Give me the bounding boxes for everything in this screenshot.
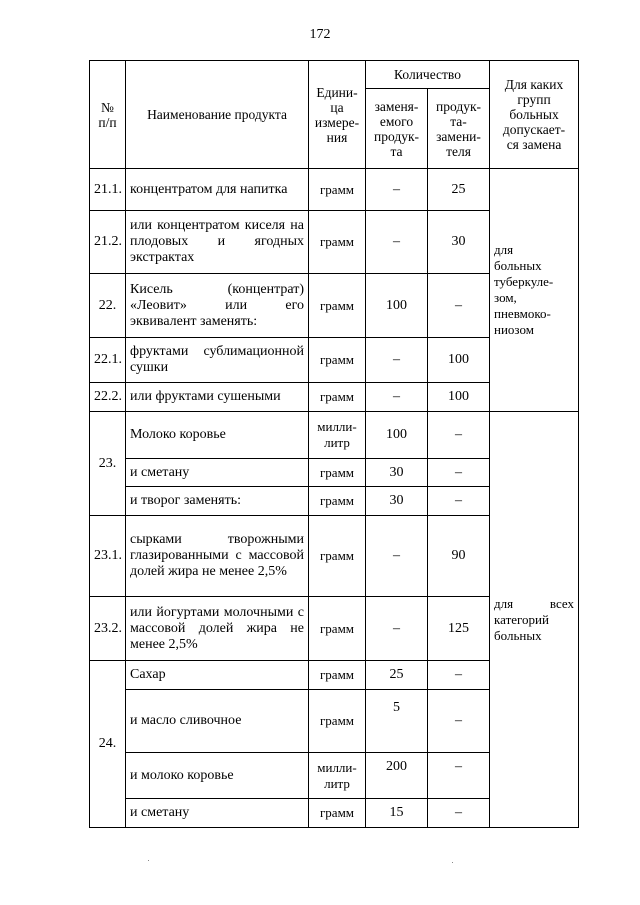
- header-replaced-product: заменя- емого продук- та: [366, 89, 428, 169]
- product-name: сырками творожными глазированными с массовой долей жира не менее 2,5%: [126, 516, 309, 597]
- substitution-table: [89, 60, 579, 828]
- table-row: [90, 169, 579, 211]
- substitute-amount: 125: [428, 597, 490, 661]
- product-name: фруктами сублимационной сушки: [126, 338, 309, 383]
- substitute-amount: 100: [428, 338, 490, 383]
- product-name: или йогуртами молочными с массовой долей жира не менее 2,5%: [126, 597, 309, 661]
- row-number: 21.1.: [90, 169, 126, 211]
- product-name: Кисель (концентрат) «Леовит» или его эквивалент заменять:: [126, 274, 309, 338]
- unit: грамм: [309, 274, 366, 338]
- product-name: Молоко коровье: [126, 412, 309, 459]
- substitute-amount: –: [428, 274, 490, 338]
- row-number: 23.2.: [90, 597, 126, 661]
- product-name: и творог заменять:: [126, 487, 309, 516]
- product-name: концентратом для напитка: [126, 169, 309, 211]
- product-name: или концентратом киселя на плодовых и ягодных экстрактах: [126, 211, 309, 274]
- unit: грамм: [309, 690, 366, 753]
- row-number: 23.1.: [90, 516, 126, 597]
- substitute-amount: –: [428, 690, 490, 753]
- unit: грамм: [309, 169, 366, 211]
- product-name: и масло сливочное: [126, 690, 309, 753]
- replaced-amount: –: [366, 383, 428, 412]
- table-row: [90, 412, 579, 459]
- substitute-amount: –: [428, 487, 490, 516]
- substitute-amount: –: [428, 753, 490, 799]
- replaced-amount: –: [366, 338, 428, 383]
- row-number: 22.: [90, 274, 126, 338]
- unit: грамм: [309, 516, 366, 597]
- header-patient-groups: Для каких групп больных допускает- ся замена: [490, 61, 579, 169]
- replaced-amount: 5: [366, 690, 428, 753]
- header-row-1: [90, 61, 579, 89]
- replaced-amount: –: [366, 211, 428, 274]
- replaced-amount: 200: [366, 753, 428, 799]
- row-number: 22.1.: [90, 338, 126, 383]
- product-name: Сахар: [126, 661, 309, 690]
- unit: милли- литр: [309, 412, 366, 459]
- replaced-amount: 100: [366, 274, 428, 338]
- patient-groups-text: для больных туберкуле- зом, пневмоко- ниозом: [494, 242, 554, 337]
- row-number: 21.2.: [90, 211, 126, 274]
- unit: грамм: [309, 459, 366, 487]
- replaced-amount: 30: [366, 487, 428, 516]
- unit: грамм: [309, 487, 366, 516]
- product-name: и сметану: [126, 459, 309, 487]
- patient-groups-text: для всех категорий больных: [494, 595, 575, 643]
- unit: грамм: [309, 211, 366, 274]
- header-quantity: Количество: [366, 61, 490, 89]
- header-product-name: Наименование продукта: [126, 61, 309, 169]
- row-number: 22.2.: [90, 383, 126, 412]
- header-substitute-product: продук- та- замени- теля: [428, 89, 490, 169]
- replaced-amount: 25: [366, 661, 428, 690]
- substitute-amount: –: [428, 412, 490, 459]
- replaced-amount: 15: [366, 799, 428, 828]
- unit: грамм: [309, 383, 366, 412]
- header-number: № п/п: [90, 61, 126, 169]
- replaced-amount: 100: [366, 412, 428, 459]
- replaced-amount: 30: [366, 459, 428, 487]
- header-unit: Едини- ца измере- ния: [309, 61, 366, 169]
- product-name: и сметану: [126, 799, 309, 828]
- page-number: 172: [309, 27, 331, 42]
- unit: грамм: [309, 338, 366, 383]
- replaced-amount: –: [366, 597, 428, 661]
- row-number: 24.: [90, 661, 126, 828]
- unit: грамм: [309, 661, 366, 690]
- patient-groups-cell: [490, 412, 579, 828]
- substitute-amount: 100: [428, 383, 490, 412]
- row-number: 23.: [90, 412, 126, 516]
- substitute-amount: –: [428, 799, 490, 828]
- substitute-amount: –: [428, 661, 490, 690]
- patient-groups-cell: [490, 169, 579, 412]
- scan-dot: [452, 862, 453, 863]
- replaced-amount: –: [366, 169, 428, 211]
- unit: грамм: [309, 597, 366, 661]
- substitute-amount: –: [428, 459, 490, 487]
- substitute-amount: 90: [428, 516, 490, 597]
- product-name: или фруктами сушеными: [126, 383, 309, 412]
- scan-dot: [148, 860, 149, 861]
- scan-noise: [0, 860, 640, 870]
- replaced-amount: –: [366, 516, 428, 597]
- unit: грамм: [309, 799, 366, 828]
- substitute-amount: 30: [428, 211, 490, 274]
- substitute-amount: 25: [428, 169, 490, 211]
- unit: милли- литр: [309, 753, 366, 799]
- product-name: и молоко коровье: [126, 753, 309, 799]
